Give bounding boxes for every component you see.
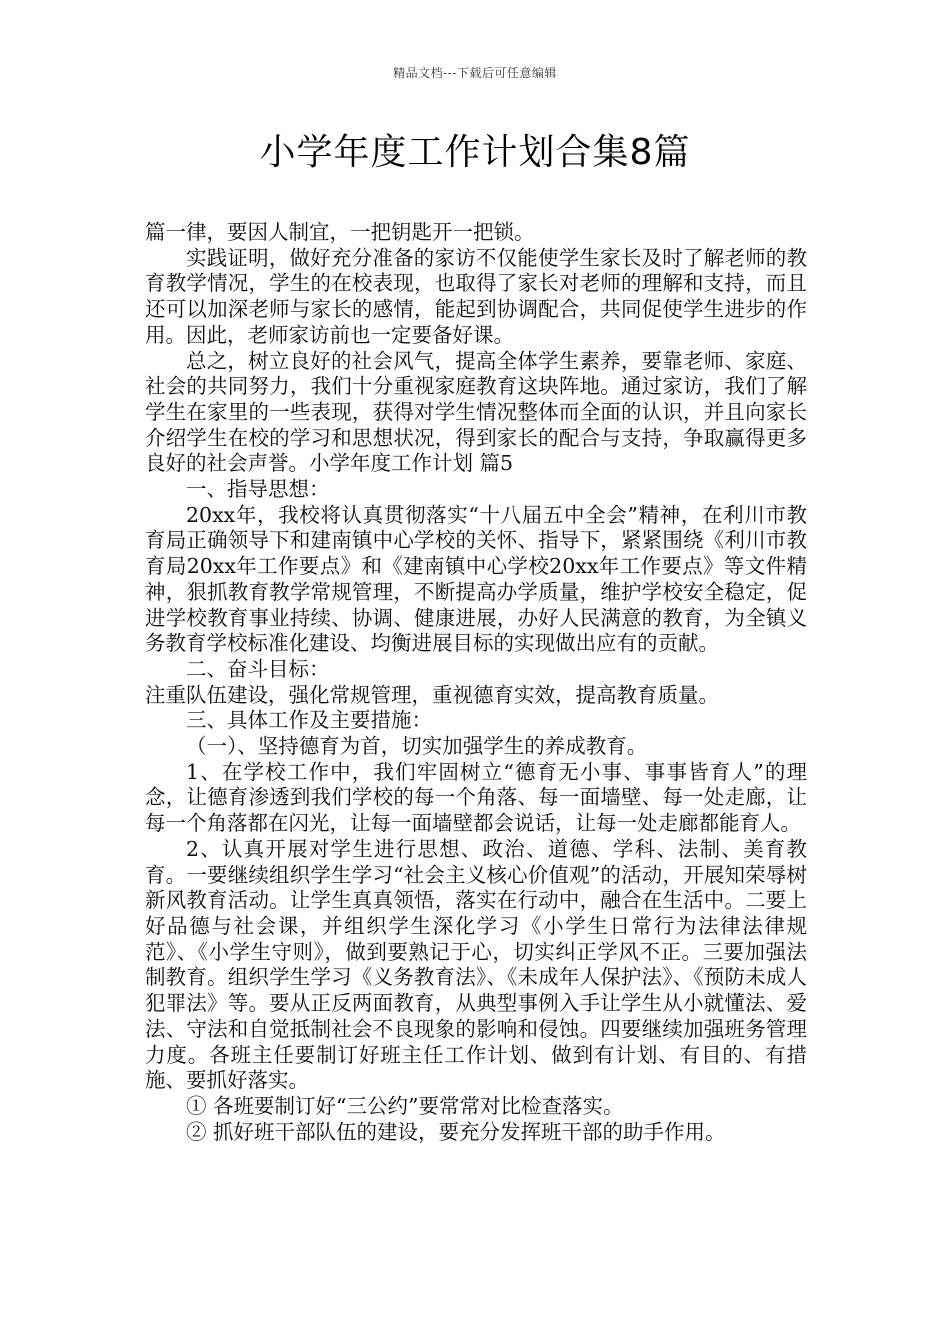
paragraph: 1、在学校工作中，我们牢固树立“德育无小事、事事皆育人”的理念，让德育渗透到我们学校的每一个角落、每一面墙壁、每一处走廊，让每一个角落都在闪光，让每一面墙壁都会说话，让每一处走廊都能育人。	[145, 759, 807, 836]
paragraph: 注重队伍建设，强化常规管理，重视德育实效，提高教育质量。	[145, 682, 719, 707]
subsection-heading: （一）、坚持德育为首，切实加强学生的养成教育。	[186, 734, 648, 759]
document-title: 小学年度工作计划合集8篇	[259, 132, 691, 173]
section-heading: 三、具体工作及主要措施：	[186, 708, 432, 733]
paragraph: 篇一律，要因人制宜，一把钥匙开一把锁。	[145, 220, 535, 244]
list-item: ② 抓好班干部队伍的建设，要充分发挥班干部的助手作用。	[186, 1119, 726, 1144]
document-body	[145, 220, 807, 1145]
paragraph: 2、认真开展对学生进行思想、政治、道德、学科、法制、美育教育。一要继续组织学生学习“社会主义核心价值观”的活动，开展知荣辱树新风教育活动。让学生真真领悟，落实在行动中，融合在生活中。二要上好品德与社会课，并组织学生深化学习《小学生日常行为法律法律规范》、《小学生守则》，做到要熟记于心，切实纠正学风不正。三要加强法制教育。组织学生学习《义务教育法》、《未成年人保护法》、《预防未成人犯罪法》等。要从正反两面教育，从典型事例入手让学生从小就懂法、爱法、守法和自觉抵制社会不良现象的影响和侵蚀。四要继续加强班务管理力度。各班主任要制订好班主任工作计划、做到有计划、有目的、有措施、要抓好落实。	[145, 836, 807, 1093]
paragraph: 总之，树立良好的社会风气，提高全体学生素养，要靠老师、家庭、社会的共同努力，我们十分重视家庭教育这块阵地。通过家访，我们了解学生在家里的一些表现，获得对学生情况整体而全面的认识，并且向家长介绍学生在校的学习和思想状况，得到家长的配合与支持，争取赢得更多良好的社会声誉。小学年度工作计划 篇5	[145, 348, 807, 476]
paragraph: 20xx年，我校将认真贯彻落实“十八届五中全会”精神，在利川市教育局正确领导下和建南镇中心学校的关怀、指导下，紧紧围绕《利川市教育局20xx年工作要点》和《建南镇中心学校20xx年工作要点》等文件精神，狠抓教育教学常规管理，不断提高办学质量，维护学校安全稳定，促进学校教育事业持续、协调、健康进展，办好人民满意的教育，为全镇义务教育学校标准化建设、均衡进展目标的实现做出应有的贡献。	[145, 502, 807, 656]
section-heading: 二、奋斗目标：	[186, 656, 330, 681]
section-heading: 一、指导思想：	[186, 477, 330, 502]
page-header-note: 精品文档---下载后可任意编辑	[393, 66, 557, 80]
list-item: ① 各班要制订好“三公约”要常常对比检查落实。	[186, 1093, 624, 1118]
paragraph: 实践证明，做好充分准备的家访不仅能使学生家长及时了解老师的教育教学情况，学生的在校表现，也取得了家长对老师的理解和支持，而且还可以加深老师与家长的感情，能起到协调配合，共同促使学生进步的作用。因此，老师家访前也一定要备好课。	[145, 245, 807, 347]
